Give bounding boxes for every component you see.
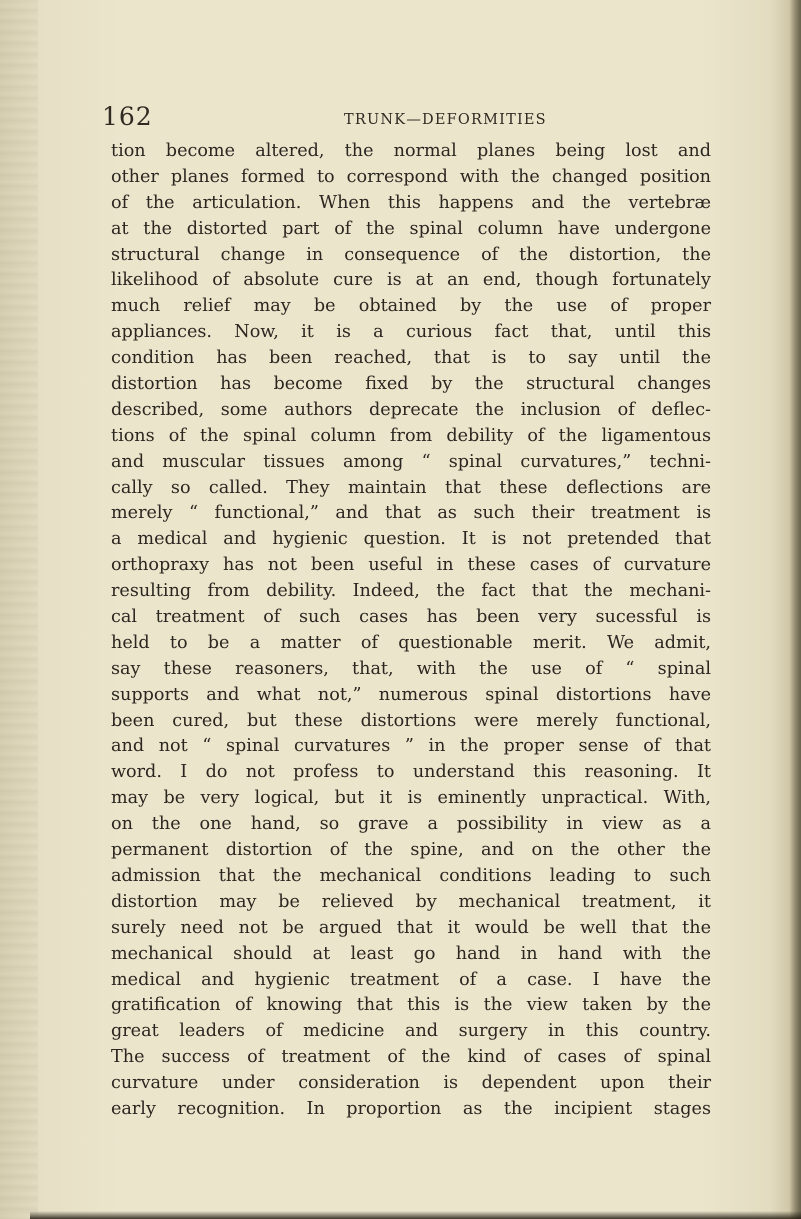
page-number: 162 — [102, 102, 153, 131]
text-line: likelihood of absolute cure is at an end, though fortunately — [111, 270, 711, 291]
text-line: distortion has become fixed by the structural changes — [111, 374, 711, 395]
text-line: gratification of knowing that this is the view taken by the — [111, 995, 711, 1016]
text-line: at the distorted part of the spinal column have undergone — [111, 218, 711, 239]
text-line: tions of the spinal column from debility of the ligamentous — [111, 425, 711, 446]
text-line: appliances. Now, it is a curious fact that, until this — [111, 322, 711, 343]
text-line: cal treatment of such cases has been very sucessful is — [111, 607, 711, 628]
text-line: and not “ spinal curvatures ” in the proper sense of that — [111, 736, 711, 757]
text-line: resulting from debility. Indeed, the fact that the mechani- — [111, 581, 711, 602]
text-line: supports and what not,” numerous spinal distortions have — [111, 684, 711, 705]
text-line: structural change in consequence of the distortion, the — [111, 244, 711, 265]
text-line: merely “ functional,” and that as such their treatment is — [111, 503, 711, 524]
page-header — [102, 102, 722, 138]
text-line: other planes formed to correspond with the changed position — [111, 166, 711, 187]
text-line: admission that the mechanical conditions leading to such — [111, 865, 711, 886]
text-line: may be very logical, but it is eminently unpractical. With, — [111, 788, 711, 809]
text-line: been cured, but these distortions were merely functional, — [111, 710, 711, 731]
text-line: held to be a matter of questionable merit. We admit, — [111, 632, 711, 653]
running-head: TRUNK—DEFORMITIES — [344, 112, 547, 128]
text-line: orthopraxy has not been useful in these cases of curvature — [111, 555, 711, 576]
text-line: permanent distortion of the spine, and on the other the — [111, 840, 711, 861]
page-edge-shadow — [789, 0, 801, 1219]
text-line: great leaders of medicine and surgery in this country. — [111, 1021, 711, 1042]
text-line: say these reasoners, that, with the use of “ spinal — [111, 658, 711, 679]
text-line: distortion may be relieved by mechanical treatment, it — [111, 891, 711, 912]
text-line: tion become altered, the normal planes being lost and — [111, 141, 711, 161]
text-line: a medical and hygienic question. It is not pretended that — [111, 529, 711, 550]
text-line: medical and hygienic treatment of a case. I have the — [111, 969, 711, 990]
text-line: much relief may be obtained by the use of proper — [111, 296, 711, 317]
text-line: The success of treatment of the kind of cases of spinal — [111, 1047, 711, 1068]
text-line: mechanical should at least go hand in hand with the — [111, 943, 711, 964]
text-line: word. I do not profess to understand this reasoning. It — [111, 762, 711, 783]
text-line: of the articulation. When this happens and the vertebræ — [111, 192, 711, 213]
text-line: and muscular tissues among “ spinal curvatures,” techni- — [111, 451, 711, 472]
binding-gutter — [0, 0, 38, 1219]
text-line: curvature under consideration is dependent upon their — [111, 1073, 711, 1094]
text-line: condition has been reached, that is to say until the — [111, 348, 711, 369]
text-line: on the one hand, so grave a possibility in view as a — [111, 814, 711, 835]
text-line: early recognition. In proportion as the incipient stages — [111, 1098, 711, 1119]
text-line: surely need not be argued that it would be well that the — [111, 917, 711, 938]
text-line: described, some authors deprecate the inclusion of deflec- — [111, 399, 711, 420]
page-bottom-edge — [30, 1211, 801, 1219]
body-text — [111, 139, 711, 1123]
text-line: cally so called. They maintain that these deflections are — [111, 477, 711, 498]
